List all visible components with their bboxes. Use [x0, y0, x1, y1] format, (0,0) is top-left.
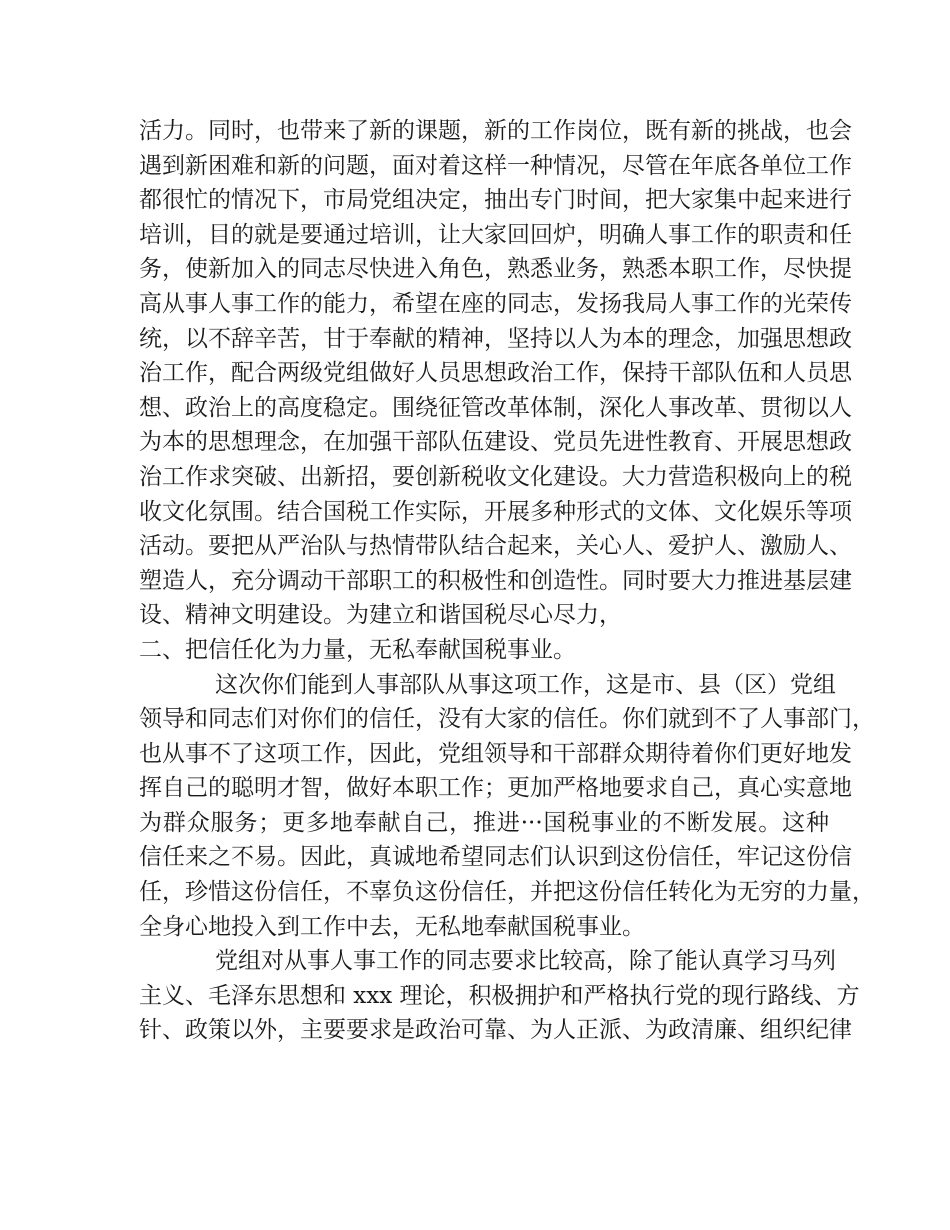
heading-text: 二、把信任化为力量，无私奉献国税事业。	[139, 636, 576, 663]
text-line: 信任来之不易。因此，真诚地希望同志们认识到这份信任，牢记这份信	[139, 844, 852, 871]
text-line: 统，以不辞辛苦，甘于奉献的精神，坚持以人为本的理念，加强思想政	[139, 325, 852, 352]
text-line: 设、精神文明建设。为建立和谐国税尽心尽力，	[139, 602, 622, 629]
text-line: 党组对从事人事工作的同志要求比较高，除了能认真学习马列	[215, 948, 836, 975]
text-line: 主义、毛泽东思想和 xxx 理论，积极拥护和严格执行党的现行路线、方	[139, 982, 860, 1009]
text-line: 领导和同志们对你们的信任，没有大家的信任。你们就到不了人事部门，	[139, 706, 875, 733]
text-line: 这次你们能到人事部队从事这项工作，这是市、县（区）党组	[215, 671, 836, 698]
text-line: 培训，目的就是要通过培训，让大家回回炉，明确人事工作的职责和任	[139, 221, 852, 248]
text-line: 全身心地投入到工作中去，无私地奉献国税事业。	[139, 913, 645, 940]
text-line: 想、政治上的高度稳定。围绕征管改革体制，深化人事改革、贯彻以人	[139, 394, 852, 421]
paragraph	[139, 668, 875, 945]
paragraph	[139, 114, 852, 633]
text-line: 塑造人，充分调动干部职工的积极性和创造性。同时要大力推进基层建	[139, 567, 852, 594]
text-line: 务，使新加入的同志尽快进入角色，熟悉业务，熟悉本职工作，尽快提	[139, 256, 852, 283]
text-line: 挥自己的聪明才智，做好本职工作；更加严格地要求自己，真心实意地	[139, 775, 852, 802]
text-line: 治工作，配合两级党组做好人员思想政治工作，保持干部队伍和人员思	[139, 360, 852, 387]
text-line: 遇到新困难和新的问题，面对着这样一种情况，尽管在年底各单位工作	[139, 152, 852, 179]
section-heading	[139, 633, 829, 668]
text-line: 收文化氛围。结合国税工作实际，开展多种形式的文体、文化娱乐等项	[139, 498, 852, 525]
text-line: 活动。要把从严治队与热情带队结合起来，关心人、爱护人、激励人、	[139, 533, 852, 560]
text-line: 高从事人事工作的能力，希望在座的同志，发扬我局人事工作的光荣传	[139, 290, 852, 317]
paragraph	[139, 944, 860, 1048]
text-line: 都很忙的情况下，市局党组决定，抽出专门时间，把大家集中起来进行	[139, 187, 852, 214]
text-line: 任，珍惜这份信任，不辜负这份信任，并把这份信任转化为无穷的力量，	[139, 879, 875, 906]
text-line: 为本的思想理念，在加强干部队伍建设、党员先进性教育、开展思想政	[139, 429, 852, 456]
document-body	[139, 114, 875, 1048]
text-line: 为群众服务；更多地奉献自己，推进···国税事业的不断发展。这种	[139, 809, 829, 836]
text-line: 治工作求突破、出新招，要创新税收文化建设。大力营造积极向上的税	[139, 463, 852, 490]
text-line: 针、政策以外，主要要求是政治可靠、为人正派、为政清廉、组织纪律	[139, 1017, 852, 1044]
text-line: 也从事不了这项工作，因此，党组领导和干部群众期待着你们更好地发	[139, 740, 852, 767]
text-line: 活力。同时，也带来了新的课题，新的工作岗位，既有新的挑战，也会	[139, 118, 852, 144]
